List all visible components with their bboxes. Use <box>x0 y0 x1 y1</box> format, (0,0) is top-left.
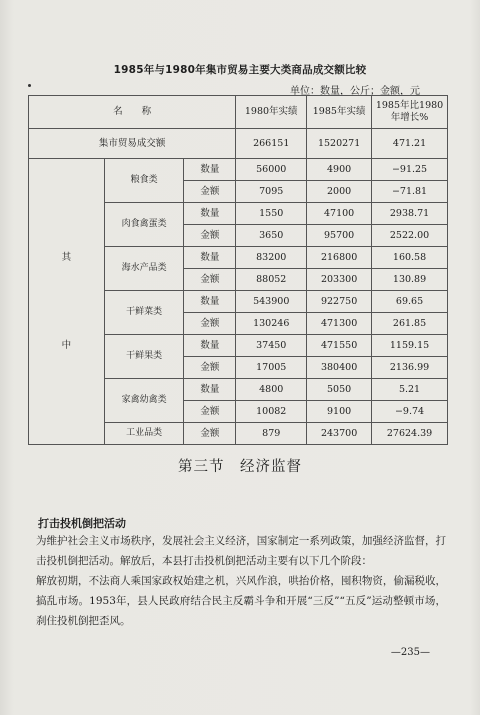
cell-v1980: 7095 <box>236 181 307 203</box>
cell-measure: 数量 <box>184 203 236 225</box>
cell-v1985: 5050 <box>307 379 372 401</box>
cell-measure: 金额 <box>184 401 236 423</box>
cell-v1980: 4800 <box>236 379 307 401</box>
total-label: 集市贸易成交额 <box>29 129 236 159</box>
cell-v1980: 56000 <box>236 159 307 181</box>
cell-v1985: 9100 <box>307 401 372 423</box>
cell-growth: 2136.99 <box>372 357 448 379</box>
cell-growth: 2522.00 <box>372 225 448 247</box>
total-1980: 266151 <box>236 129 307 159</box>
cell-measure: 金额 <box>184 357 236 379</box>
cell-v1985: 471300 <box>307 313 372 335</box>
cell-v1980: 543900 <box>236 291 307 313</box>
cell-v1980: 130246 <box>236 313 307 335</box>
cell-v1985: 922750 <box>307 291 372 313</box>
print-mark <box>28 84 31 87</box>
cell-v1985: 95700 <box>307 225 372 247</box>
category-name: 干鲜菜类 <box>104 291 184 335</box>
cell-measure: 金额 <box>184 313 236 335</box>
cell-growth: 2938.71 <box>372 203 448 225</box>
category-name: 干鲜果类 <box>104 335 184 379</box>
sub-heading: 打击投机倒把活动 <box>38 517 126 530</box>
cell-growth: 261.85 <box>372 313 448 335</box>
cell-measure: 数量 <box>184 335 236 357</box>
cell-growth: 5.21 <box>372 379 448 401</box>
cell-v1985: 203300 <box>307 269 372 291</box>
table-header-row <box>29 96 448 129</box>
cell-measure: 金额 <box>184 423 236 445</box>
category-name: 海水产品类 <box>104 247 184 291</box>
cell-growth: −71.81 <box>372 181 448 203</box>
side-label-top: 其 <box>61 251 72 263</box>
cell-v1980: 83200 <box>236 247 307 269</box>
cell-v1980: 88052 <box>236 269 307 291</box>
category-name: 肉食禽蛋类 <box>104 203 184 247</box>
category-name: 家禽幼禽类 <box>104 379 184 423</box>
cell-v1985: 471550 <box>307 335 372 357</box>
total-growth: 471.21 <box>372 129 448 159</box>
cell-measure: 金额 <box>184 269 236 291</box>
total-1985: 1520271 <box>307 129 372 159</box>
cell-measure: 数量 <box>184 247 236 269</box>
cell-measure: 金额 <box>184 181 236 203</box>
cell-growth: 130.89 <box>372 269 448 291</box>
paragraph-2: 解放初期，不法商人乘国家政权始建之机，兴风作浪，哄抬价格，囤积物资，偷漏税收，搞乱市场。1953年，县人民政府结合民主反霸斗争和开展“三反”“五反”运动整顿市场，刹住投机倒把歪风。 <box>36 575 446 627</box>
header-name: 名 称 <box>29 96 236 129</box>
cell-v1980: 1550 <box>236 203 307 225</box>
side-label <box>29 159 105 445</box>
cell-v1980: 3650 <box>236 225 307 247</box>
cell-v1980: 37450 <box>236 335 307 357</box>
cell-growth: 160.58 <box>372 247 448 269</box>
header-growth: 1985年比1980年增长% <box>372 96 448 129</box>
table-unit: 单位：数量，公斤；金额，元 <box>290 86 420 97</box>
page-number: —235— <box>390 647 430 658</box>
cell-measure: 数量 <box>184 291 236 313</box>
cell-growth: 1159.15 <box>372 335 448 357</box>
cell-v1985: 2000 <box>307 181 372 203</box>
cell-growth: 27624.39 <box>372 423 448 445</box>
table-title: 1985年与1980年集市贸易主要大类商品成交额比较 <box>113 64 367 76</box>
table-row <box>29 159 448 181</box>
cell-measure: 数量 <box>184 379 236 401</box>
cell-v1985: 380400 <box>307 357 372 379</box>
paragraph-1: 为维护社会主义市场秩序，发展社会主义经济，国家制定一系列政策，加强经济监督，打击投机倒把活动。解放后，本县打击投机倒把活动主要有以下几个阶段： <box>36 535 446 567</box>
cell-measure: 金额 <box>184 225 236 247</box>
header-1980: 1980年实绩 <box>236 96 307 129</box>
cell-growth: 69.65 <box>372 291 448 313</box>
category-name: 粮食类 <box>104 159 184 203</box>
side-label-bottom: 中 <box>61 339 72 351</box>
cell-v1985: 47100 <box>307 203 372 225</box>
cell-growth: −9.74 <box>372 401 448 423</box>
section-title: 第三节 经济监督 <box>178 459 302 475</box>
total-row <box>29 129 448 159</box>
cell-measure: 数量 <box>184 159 236 181</box>
trade-comparison-table <box>28 95 448 445</box>
cell-v1985: 243700 <box>307 423 372 445</box>
cell-v1980: 10082 <box>236 401 307 423</box>
header-1985: 1985年实绩 <box>307 96 372 129</box>
category-name: 工业品类 <box>104 423 184 445</box>
cell-v1985: 216800 <box>307 247 372 269</box>
cell-v1985: 4900 <box>307 159 372 181</box>
cell-v1980: 17005 <box>236 357 307 379</box>
cell-growth: −91.25 <box>372 159 448 181</box>
cell-v1980: 879 <box>236 423 307 445</box>
